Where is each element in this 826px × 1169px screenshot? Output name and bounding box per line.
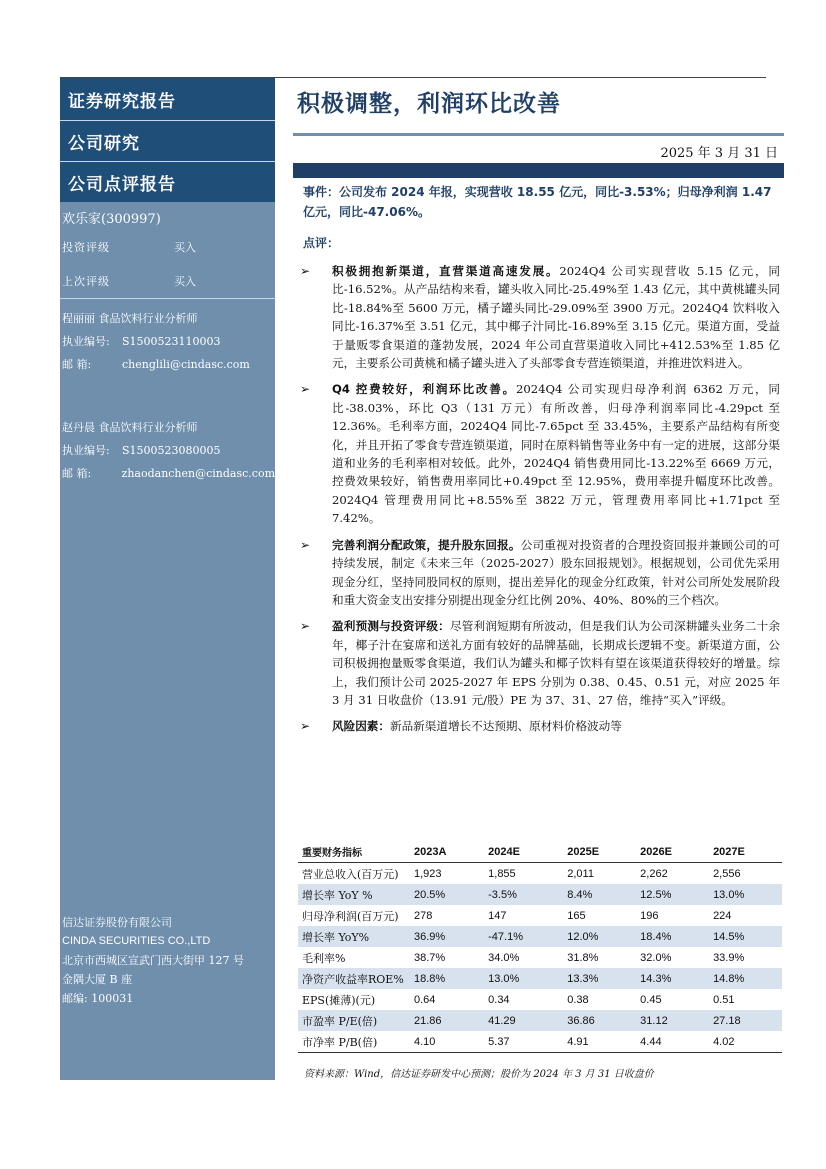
arrow-bullet-icon: ➢ — [300, 382, 311, 397]
table-row-label: 市净率 P/B(倍) — [298, 1031, 410, 1053]
table-cell: 36.9% — [410, 926, 484, 947]
table-row — [298, 968, 782, 989]
arrow-bullet-icon: ➢ — [300, 719, 311, 734]
rating-row — [60, 230, 275, 264]
arrow-bullet-icon: ➢ — [300, 264, 311, 278]
analyst-name: 程丽丽 食品饮料行业分析师 — [62, 312, 198, 325]
table-cell: 2,556 — [713, 867, 741, 880]
bullet-item — [300, 536, 780, 610]
table-cell: 1,855 — [488, 867, 516, 880]
table-cell: 4.02 — [709, 1031, 782, 1053]
table-cell: 31.12 — [636, 1010, 709, 1031]
bullet-text — [332, 717, 780, 735]
table-row — [298, 1010, 782, 1031]
analyst-block — [60, 299, 275, 376]
cert-number: S1500523080005 — [122, 444, 221, 457]
page-title: 积极调整，利润环比改善 — [297, 91, 561, 117]
bullet-heading: 完善利润分配政策，提升股东回报。 — [332, 537, 521, 552]
comment-label: 点评： — [303, 236, 340, 250]
company-name-cn: 信达证券股份有限公司 — [62, 916, 172, 929]
table-row — [298, 989, 782, 1010]
bullet-heading: Q4 控费较好，利润环比改善。 — [332, 382, 516, 397]
table-header-cell: 2026E — [636, 841, 709, 863]
table-cell: 0.51 — [713, 993, 735, 1006]
prev-rating-value: 买入 — [174, 275, 196, 288]
report-type-header: 证券研究报告 — [60, 78, 275, 121]
table-cell: 4.10 — [410, 1031, 484, 1053]
table-cell: 32.0% — [640, 951, 672, 964]
table-cell: 0.38 — [567, 993, 589, 1006]
table-row-label: 毛利率% — [302, 951, 346, 965]
table-header-cell: 2023A — [410, 841, 484, 863]
bullet-body: 2024Q4 公司实现营收 5.15 亿元，同比-16.52%。从产品结构来看，罐头收入同比-25.49%至 1.43 亿元，其中黄桃罐头同比-18.84%至 5600 万元，橘子罐头同比-29.09%至 3900 万元。2024Q4 饮料收入同比-16.37%至 3.51 亿元，其中椰子汁同比-16.89%至 3.15 亿元。渠道方面，受益于量贩零食渠道的蓬勃发展，2024 年公司直营渠道收入同比+412.53%至 1.85 亿元，主要系公司黄桃和橘子罐头进入了头部零食专营连锁渠道，并推进饮料进入。 — [332, 264, 780, 371]
cert-label: 执业编号: — [62, 444, 110, 457]
table-cell: 21.86 — [410, 1010, 484, 1031]
bullet-heading: 积极拥抱新渠道，直营渠道高速发展。 — [332, 264, 560, 278]
table-header-cell: 2027E — [709, 841, 782, 863]
analyst-email[interactable]: chenglili@cindasc.com — [122, 358, 250, 371]
table-cell: 41.29 — [484, 1010, 563, 1031]
analyst-email[interactable]: zhaodanchen@cindasc.com — [121, 467, 275, 480]
table-row-label: 营业总收入(百万元) — [302, 867, 399, 881]
source-note: 资料来源：Wind，信达证券研发中心预测；股价为 2024 年 3 月 31 日收盘价 — [304, 1069, 654, 1080]
rating-value: 买入 — [174, 241, 196, 254]
table-cell: -47.1% — [484, 926, 563, 947]
bullet-body: 2024Q4 公司实现归母净利润 6362 万元，同比-38.03%，环比 Q3（131 万元）有所改善，归母净利润率同比-4.29pct 至 12.36%。毛利率方面，2024Q4 同比-7.65pct 至 33.45%，主要系产品结构有所变化，并且开拓了零食专营连锁渠道，同时在原料销售等业务中有一定的进展，这部分渠道和业务的毛利率相对较低。此外，2024Q4 销售费用同比-13.22%至 6669 万元，控费效果较好，销售费用率同比+0.49pct 至 12.95%，费用率提升幅度环比改善。2024Q4 管理费用同比+8.55%至 3822 万元，管理费用率同比+1.71pct 至 7.42%。 — [332, 382, 780, 526]
email-label: 邮 箱: — [62, 467, 92, 480]
table-cell: 0.34 — [488, 993, 510, 1006]
table-cell: 13.3% — [563, 968, 636, 989]
table-cell: 33.9% — [713, 951, 745, 964]
table-header-row — [298, 841, 782, 863]
table-cell: 0.64 — [414, 993, 436, 1006]
title-bar — [293, 163, 784, 178]
table-cell: 4.44 — [636, 1031, 709, 1053]
table-cell: 12.5% — [636, 884, 709, 905]
prev-rating-row — [60, 264, 275, 298]
bullet-body: 公司重视对投资者的合理投资回报并兼顾公司的可持续发展，制定《未来三年（2025-2027）股东回报规划》。根据规划，公司优先采用现金分红，坚持同股同权的原则，提出差异化的现金分红政策，针对公司所处发展阶段和重大资金支出安排分别提出现金分红比例 20%、40%、80%的三个档次。 — [332, 537, 780, 607]
table-cell: -3.5% — [484, 884, 563, 905]
company-address-building: 金隅大厦 B 座 — [62, 973, 133, 986]
table-row — [298, 863, 782, 885]
table-header-cell: 2025E — [563, 841, 636, 863]
table-row-label: 净资产收益率ROE% — [298, 968, 410, 989]
financial-table — [298, 841, 782, 1053]
analyst-cert-row — [62, 439, 275, 462]
table-cell: 8.4% — [563, 884, 636, 905]
arrow-bullet-icon: ➢ — [300, 619, 311, 634]
table-cell: 18.4% — [636, 926, 709, 947]
table-cell: 13.0% — [484, 968, 563, 989]
title-rule — [293, 133, 784, 136]
prev-rating-label: 上次评级 — [62, 275, 110, 288]
table-cell: 278 — [414, 909, 433, 922]
bullet-list — [300, 262, 780, 744]
table-header-cell: 2024E — [484, 841, 563, 863]
bullet-heading: 风险因素： — [332, 719, 390, 734]
bullet-item — [300, 380, 780, 527]
table-cell: 5.37 — [484, 1031, 563, 1053]
email-label: 邮 箱: — [62, 358, 92, 371]
report-subtype-header: 公司点评报告 — [60, 162, 275, 202]
stock-name: 欢乐家(300997) — [62, 212, 161, 227]
table-cell: 2,011 — [567, 867, 594, 880]
bullet-item — [300, 617, 780, 709]
analyst-block — [60, 376, 275, 485]
table-row-label: EPS(摊薄)(元) — [302, 993, 376, 1007]
table-row — [298, 884, 782, 905]
cert-label: 执业编号: — [62, 335, 110, 348]
company-postcode: 邮编: 100031 — [62, 992, 134, 1005]
bullet-text — [332, 380, 780, 527]
table-row — [298, 1031, 782, 1053]
table-cell: 18.8% — [410, 968, 484, 989]
event-summary: 事件：公司发布 2024 年报，实现营收 18.55 亿元，同比-3.53%；归母净利润 1.47 亿元，同比-47.06%。 — [303, 185, 772, 219]
table-row-label: 归母净利润(百万元) — [302, 909, 399, 923]
table-cell: 38.7% — [414, 951, 446, 964]
table-cell: 14.8% — [709, 968, 782, 989]
bullet-heading: 盈利预测与投资评级： — [332, 619, 450, 634]
table-row — [298, 926, 782, 947]
bullet-item — [300, 262, 780, 372]
table-cell: 0.45 — [640, 993, 662, 1006]
analyst-cert-row — [62, 330, 275, 353]
table-row — [298, 947, 782, 968]
table-cell: 34.0% — [488, 951, 520, 964]
table-cell: 12.0% — [563, 926, 636, 947]
table-cell: 27.18 — [709, 1010, 782, 1031]
report-date: 2025 年 3 月 31 日 — [660, 146, 778, 161]
bullet-text — [332, 262, 780, 372]
table-row — [298, 905, 782, 926]
table-cell: 2,262 — [640, 867, 668, 880]
table-cell: 13.0% — [709, 884, 782, 905]
table-cell: 165 — [567, 909, 586, 922]
table-cell: 14.5% — [709, 926, 782, 947]
table-cell: 20.5% — [410, 884, 484, 905]
table-row-label: 市盈率 P/E(倍) — [298, 1010, 410, 1031]
table-cell: 147 — [488, 909, 507, 922]
analyst-name: 赵丹晨 食品饮料行业分析师 — [62, 421, 198, 434]
analyst-email-row — [62, 353, 275, 376]
bullet-text — [332, 617, 780, 709]
analyst-email-row — [62, 462, 275, 485]
table-cell: 4.91 — [563, 1031, 636, 1053]
company-info — [62, 913, 244, 1008]
table-cell: 224 — [713, 909, 732, 922]
rating-label: 投资评级 — [62, 241, 110, 254]
company-name-en: CINDA SECURITIES CO.,LTD — [62, 935, 211, 947]
table-header-cell: 重要财务指标 — [298, 841, 410, 863]
bullet-body: 尽管利润短期有所波动，但是我们认为公司深耕罐头业务二十余年，椰子汁在宴席和送礼方面有较好的品牌基础，长期成长逻辑不变。新渠道方面，公司积极拥抱量贩零食渠道，我们认为罐头和椰子饮料有望在该渠道获得较好的增量。综上，我们预计公司 2025-2027 年 EPS 分别为 0.38、0.45、0.51 元，对应 2025 年 3 月 31 日收盘价（13.91 元/股）PE 为 37、31、27 倍，维持“买入”评级。 — [332, 619, 780, 707]
table-cell: 1,923 — [414, 867, 442, 880]
cert-number: S1500523110003 — [122, 335, 221, 348]
research-type-header: 公司研究 — [60, 121, 275, 162]
table-cell: 31.8% — [567, 951, 599, 964]
table-cell: 14.3% — [636, 968, 709, 989]
sidebar — [60, 78, 275, 1080]
company-address: 北京市西城区宣武门西大街甲 127 号 — [62, 954, 244, 967]
bullet-item — [300, 717, 780, 735]
bullet-body: 新品新渠道增长不达预期、原材料价格波动等 — [389, 719, 622, 734]
table-cell: 36.86 — [563, 1010, 636, 1031]
bullet-text — [332, 536, 780, 610]
arrow-bullet-icon: ➢ — [300, 537, 311, 552]
table-row-label: 增长率 YoY% — [298, 926, 410, 947]
table-cell: 196 — [640, 909, 659, 922]
table-body — [298, 863, 782, 1053]
table-row-label: 增长率 YoY % — [298, 884, 410, 905]
